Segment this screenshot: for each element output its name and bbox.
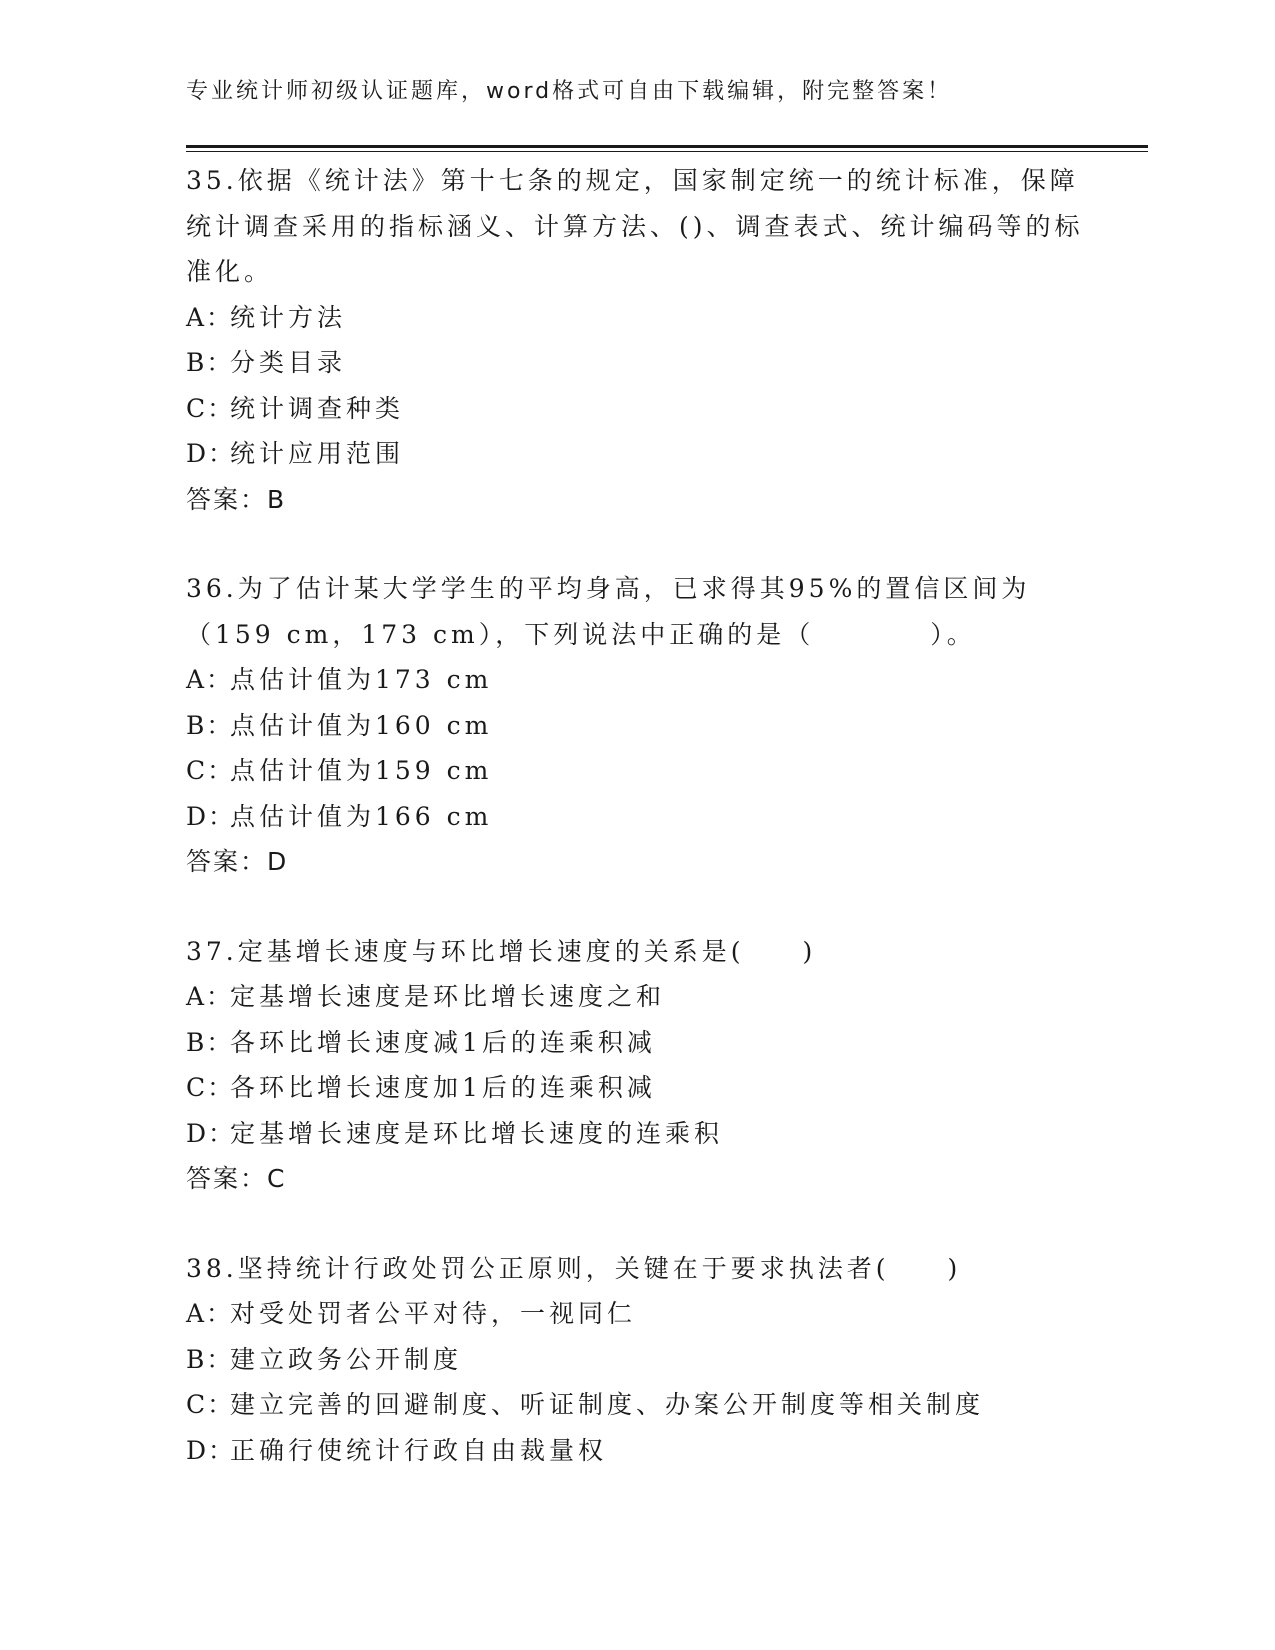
header-rule-thin	[186, 151, 1148, 152]
option-text: 点估计值为166 cm	[230, 801, 493, 831]
option-d	[186, 1111, 1086, 1157]
option-text: 点估计值为173 cm	[230, 665, 493, 694]
option-b	[186, 1337, 1086, 1383]
option-d	[186, 1428, 1086, 1474]
option-key: A：	[186, 665, 234, 694]
option-text: 各环比增长速度加1后的连乘积减	[230, 1073, 656, 1102]
option-text: 建立政务公开制度	[230, 1344, 463, 1374]
option-key: D：	[186, 1118, 236, 1148]
question-stem: 38.坚持统计行政处罚公正原则，关键在于要求执法者( )	[186, 1253, 962, 1283]
option-b	[186, 703, 1086, 749]
option-a	[186, 295, 1086, 341]
option-text: 统计方法	[230, 302, 347, 332]
option-key: D：	[186, 1435, 236, 1465]
option-text: 统计调查种类	[230, 393, 405, 423]
option-key: D：	[186, 439, 236, 468]
option-key: B：	[186, 348, 234, 377]
answer-line: 答案：D	[186, 847, 289, 876]
question-stem: 35.依据《统计法》第十七条的规定，国家制定统一的统计标准，保障统计调查采用的指标涵义、计算方法、()、调查表式、统计编码等的标准化。	[186, 166, 1084, 286]
option-c	[186, 386, 1086, 432]
option-text: 点估计值为160 cm	[230, 710, 493, 740]
option-text: 定基增长速度是环比增长速度之和	[230, 982, 666, 1011]
option-text: 对受处罚者公平对待，一视同仁	[230, 1299, 637, 1328]
option-key: C：	[186, 756, 235, 785]
option-key: B：	[186, 1027, 234, 1057]
option-a	[186, 1291, 1086, 1337]
option-key: B：	[186, 710, 234, 740]
option-d	[186, 431, 1086, 477]
option-text: 定基增长速度是环比增长速度的连乘积	[230, 1118, 724, 1148]
option-key: C：	[186, 1073, 235, 1102]
option-key: A：	[186, 1299, 234, 1328]
option-text: 统计应用范围	[230, 439, 405, 468]
option-key: A：	[186, 982, 234, 1011]
question-38	[186, 1246, 1086, 1474]
option-c	[186, 1065, 1086, 1111]
option-key: C：	[186, 393, 235, 423]
option-text: 分类目录	[230, 348, 347, 377]
option-b	[186, 340, 1086, 386]
answer-line: 答案：C	[186, 1164, 287, 1193]
option-a	[186, 974, 1086, 1020]
question-37	[186, 929, 1086, 1202]
option-text: 点估计值为159 cm	[230, 756, 493, 785]
option-key: B：	[186, 1344, 234, 1374]
question-stem: 37.定基增长速度与环比增长速度的关系是( )	[186, 936, 817, 966]
page-header: 专业统计师初级认证题库，word格式可自由下载编辑，附完整答案！	[186, 79, 953, 104]
option-c	[186, 748, 1086, 794]
option-text: 各环比增长速度减1后的连乘积减	[230, 1027, 656, 1057]
header-rule-thick	[186, 145, 1148, 148]
option-text: 正确行使统计行政自由裁量权	[230, 1435, 608, 1465]
option-a	[186, 657, 1086, 703]
option-b	[186, 1020, 1086, 1066]
option-c	[186, 1382, 1086, 1428]
option-text: 建立完善的回避制度、听证制度、办案公开制度等相关制度	[230, 1390, 985, 1419]
option-key: D：	[186, 801, 236, 831]
option-key: C：	[186, 1390, 235, 1419]
option-d	[186, 794, 1086, 840]
question-35	[186, 158, 1086, 522]
option-key: A：	[186, 302, 234, 332]
answer-line: 答案：B	[186, 484, 287, 514]
question-36	[186, 566, 1086, 885]
question-list	[186, 158, 1086, 1473]
question-stem: 36.为了估计某大学学生的平均身高，已求得其95%的置信区间为（159 cm，173 cm），下列说法中正确的是（ ）。	[186, 574, 1031, 649]
